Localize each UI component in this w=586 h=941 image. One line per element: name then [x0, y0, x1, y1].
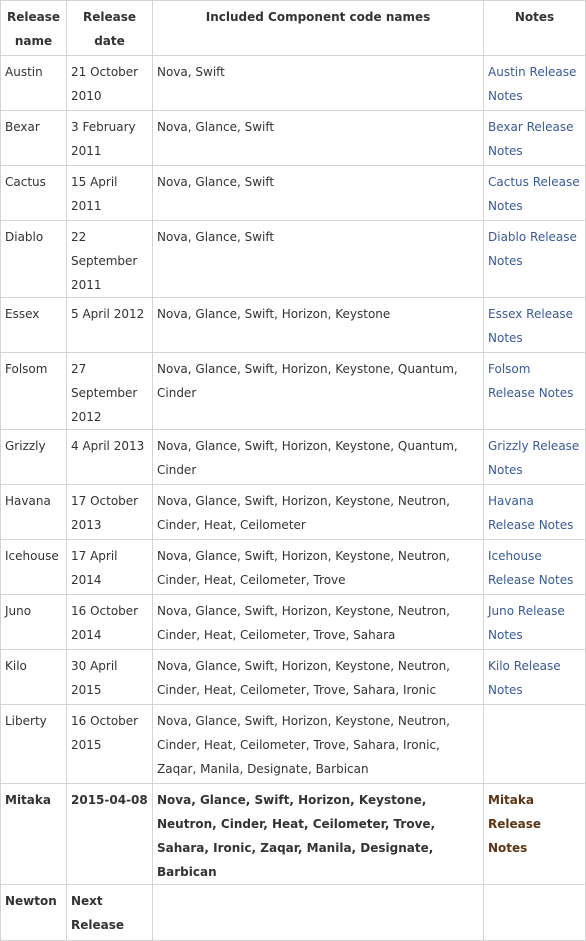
components: Nova, Glance, Swift	[153, 111, 484, 166]
components: Nova, Glance, Swift, Horizon, Keystone, Quantum, Cinder	[153, 353, 484, 430]
notes-cell	[484, 166, 586, 221]
table-row	[1, 595, 586, 650]
release-date: 5 April 2012	[67, 298, 153, 353]
release-name: Cactus	[1, 166, 67, 221]
release-name: Austin	[1, 56, 67, 111]
table-row	[1, 111, 586, 166]
release-notes-link[interactable]: Cactus Release Notes	[488, 175, 580, 213]
header-release-name: Release name	[1, 1, 67, 56]
notes-cell	[484, 298, 586, 353]
release-date: Next Release	[67, 885, 153, 941]
release-name: Liberty	[1, 705, 67, 784]
table-row	[1, 784, 586, 885]
table-row	[1, 221, 586, 298]
release-notes-link[interactable]: Folsom Release Notes	[488, 362, 574, 400]
release-notes-link[interactable]: Essex Release Notes	[488, 307, 574, 345]
table-row	[1, 485, 586, 540]
release-notes-link[interactable]: Kilo Release Notes	[488, 659, 561, 697]
release-date: 15 April 2011	[67, 166, 153, 221]
components: Nova, Glance, Swift, Horizon, Keystone, Neutron, Cinder, Heat, Ceilometer, Trove, Sahara, Ironic	[153, 650, 484, 705]
release-name: Diablo	[1, 221, 67, 298]
table-row	[1, 705, 586, 784]
table-row	[1, 56, 586, 111]
components: Nova, Glance, Swift, Horizon, Keystone, Neutron, Cinder, Heat, Ceilometer	[153, 485, 484, 540]
release-notes-link[interactable]: Juno Release Notes	[488, 604, 565, 642]
header-release-date: Release date	[67, 1, 153, 56]
components: Nova, Glance, Swift	[153, 166, 484, 221]
release-date: 22 September 2011	[67, 221, 153, 298]
release-name: Kilo	[1, 650, 67, 705]
components: Nova, Glance, Swift, Horizon, Keystone, Neutron, Cinder, Heat, Ceilometer, Trove, Sahara, Ironic, Zaqar, Manila, Designate, Barbican	[153, 705, 484, 784]
components: Nova, Swift	[153, 56, 484, 111]
release-notes-link[interactable]: Bexar Release Notes	[488, 120, 574, 158]
components: Nova, Glance, Swift, Horizon, Keystone	[153, 298, 484, 353]
notes-cell	[484, 885, 586, 941]
release-date: 17 October 2013	[67, 485, 153, 540]
notes-cell	[484, 705, 586, 784]
notes-cell	[484, 353, 586, 430]
release-name: Grizzly	[1, 430, 67, 485]
release-name: Icehouse	[1, 540, 67, 595]
components: Nova, Glance, Swift, Horizon, Keystone, Neutron, Cinder, Heat, Ceilometer, Trove	[153, 540, 484, 595]
release-date: 2015-04-08	[67, 784, 153, 885]
components	[153, 885, 484, 941]
notes-cell	[484, 485, 586, 540]
release-date: 17 April 2014	[67, 540, 153, 595]
table-row	[1, 885, 586, 941]
table-row	[1, 430, 586, 485]
table-row	[1, 166, 586, 221]
release-notes-link[interactable]: Mitaka Release Notes	[488, 793, 542, 855]
release-name: Mitaka	[1, 784, 67, 885]
notes-cell	[484, 111, 586, 166]
header-notes: Notes	[484, 1, 586, 56]
release-notes-link[interactable]: Havana Release Notes	[488, 494, 574, 532]
release-notes-link[interactable]: Diablo Release Notes	[488, 230, 577, 268]
release-name: Havana	[1, 485, 67, 540]
release-name: Folsom	[1, 353, 67, 430]
release-name: Essex	[1, 298, 67, 353]
release-notes-link[interactable]: Icehouse Release Notes	[488, 549, 574, 587]
header-row	[1, 1, 586, 56]
components: Nova, Glance, Swift, Horizon, Keystone, Neutron, Cinder, Heat, Ceilometer, Trove, Sahara, Ironic, Zaqar, Manila, Designate, Barbican	[153, 784, 484, 885]
notes-cell	[484, 650, 586, 705]
release-notes-link[interactable]: Grizzly Release Notes	[488, 439, 580, 477]
release-name: Newton	[1, 885, 67, 941]
notes-cell	[484, 56, 586, 111]
components: Nova, Glance, Swift, Horizon, Keystone, Neutron, Cinder, Heat, Ceilometer, Trove, Sahara	[153, 595, 484, 650]
notes-cell	[484, 784, 586, 885]
table-row	[1, 540, 586, 595]
release-date: 21 October 2010	[67, 56, 153, 111]
table-row	[1, 353, 586, 430]
notes-cell	[484, 430, 586, 485]
release-date: 16 October 2014	[67, 595, 153, 650]
release-date: 16 October 2015	[67, 705, 153, 784]
release-date: 4 April 2013	[67, 430, 153, 485]
table-row	[1, 298, 586, 353]
notes-cell	[484, 540, 586, 595]
components: Nova, Glance, Swift, Horizon, Keystone, Quantum, Cinder	[153, 430, 484, 485]
release-name: Juno	[1, 595, 67, 650]
table-row	[1, 650, 586, 705]
header-components: Included Component code names	[153, 1, 484, 56]
components: Nova, Glance, Swift	[153, 221, 484, 298]
release-notes-link[interactable]: Austin Release Notes	[488, 65, 577, 103]
notes-cell	[484, 595, 586, 650]
release-date: 30 April 2015	[67, 650, 153, 705]
release-name: Bexar	[1, 111, 67, 166]
notes-cell	[484, 221, 586, 298]
release-date: 27 September 2012	[67, 353, 153, 430]
release-date: 3 February 2011	[67, 111, 153, 166]
